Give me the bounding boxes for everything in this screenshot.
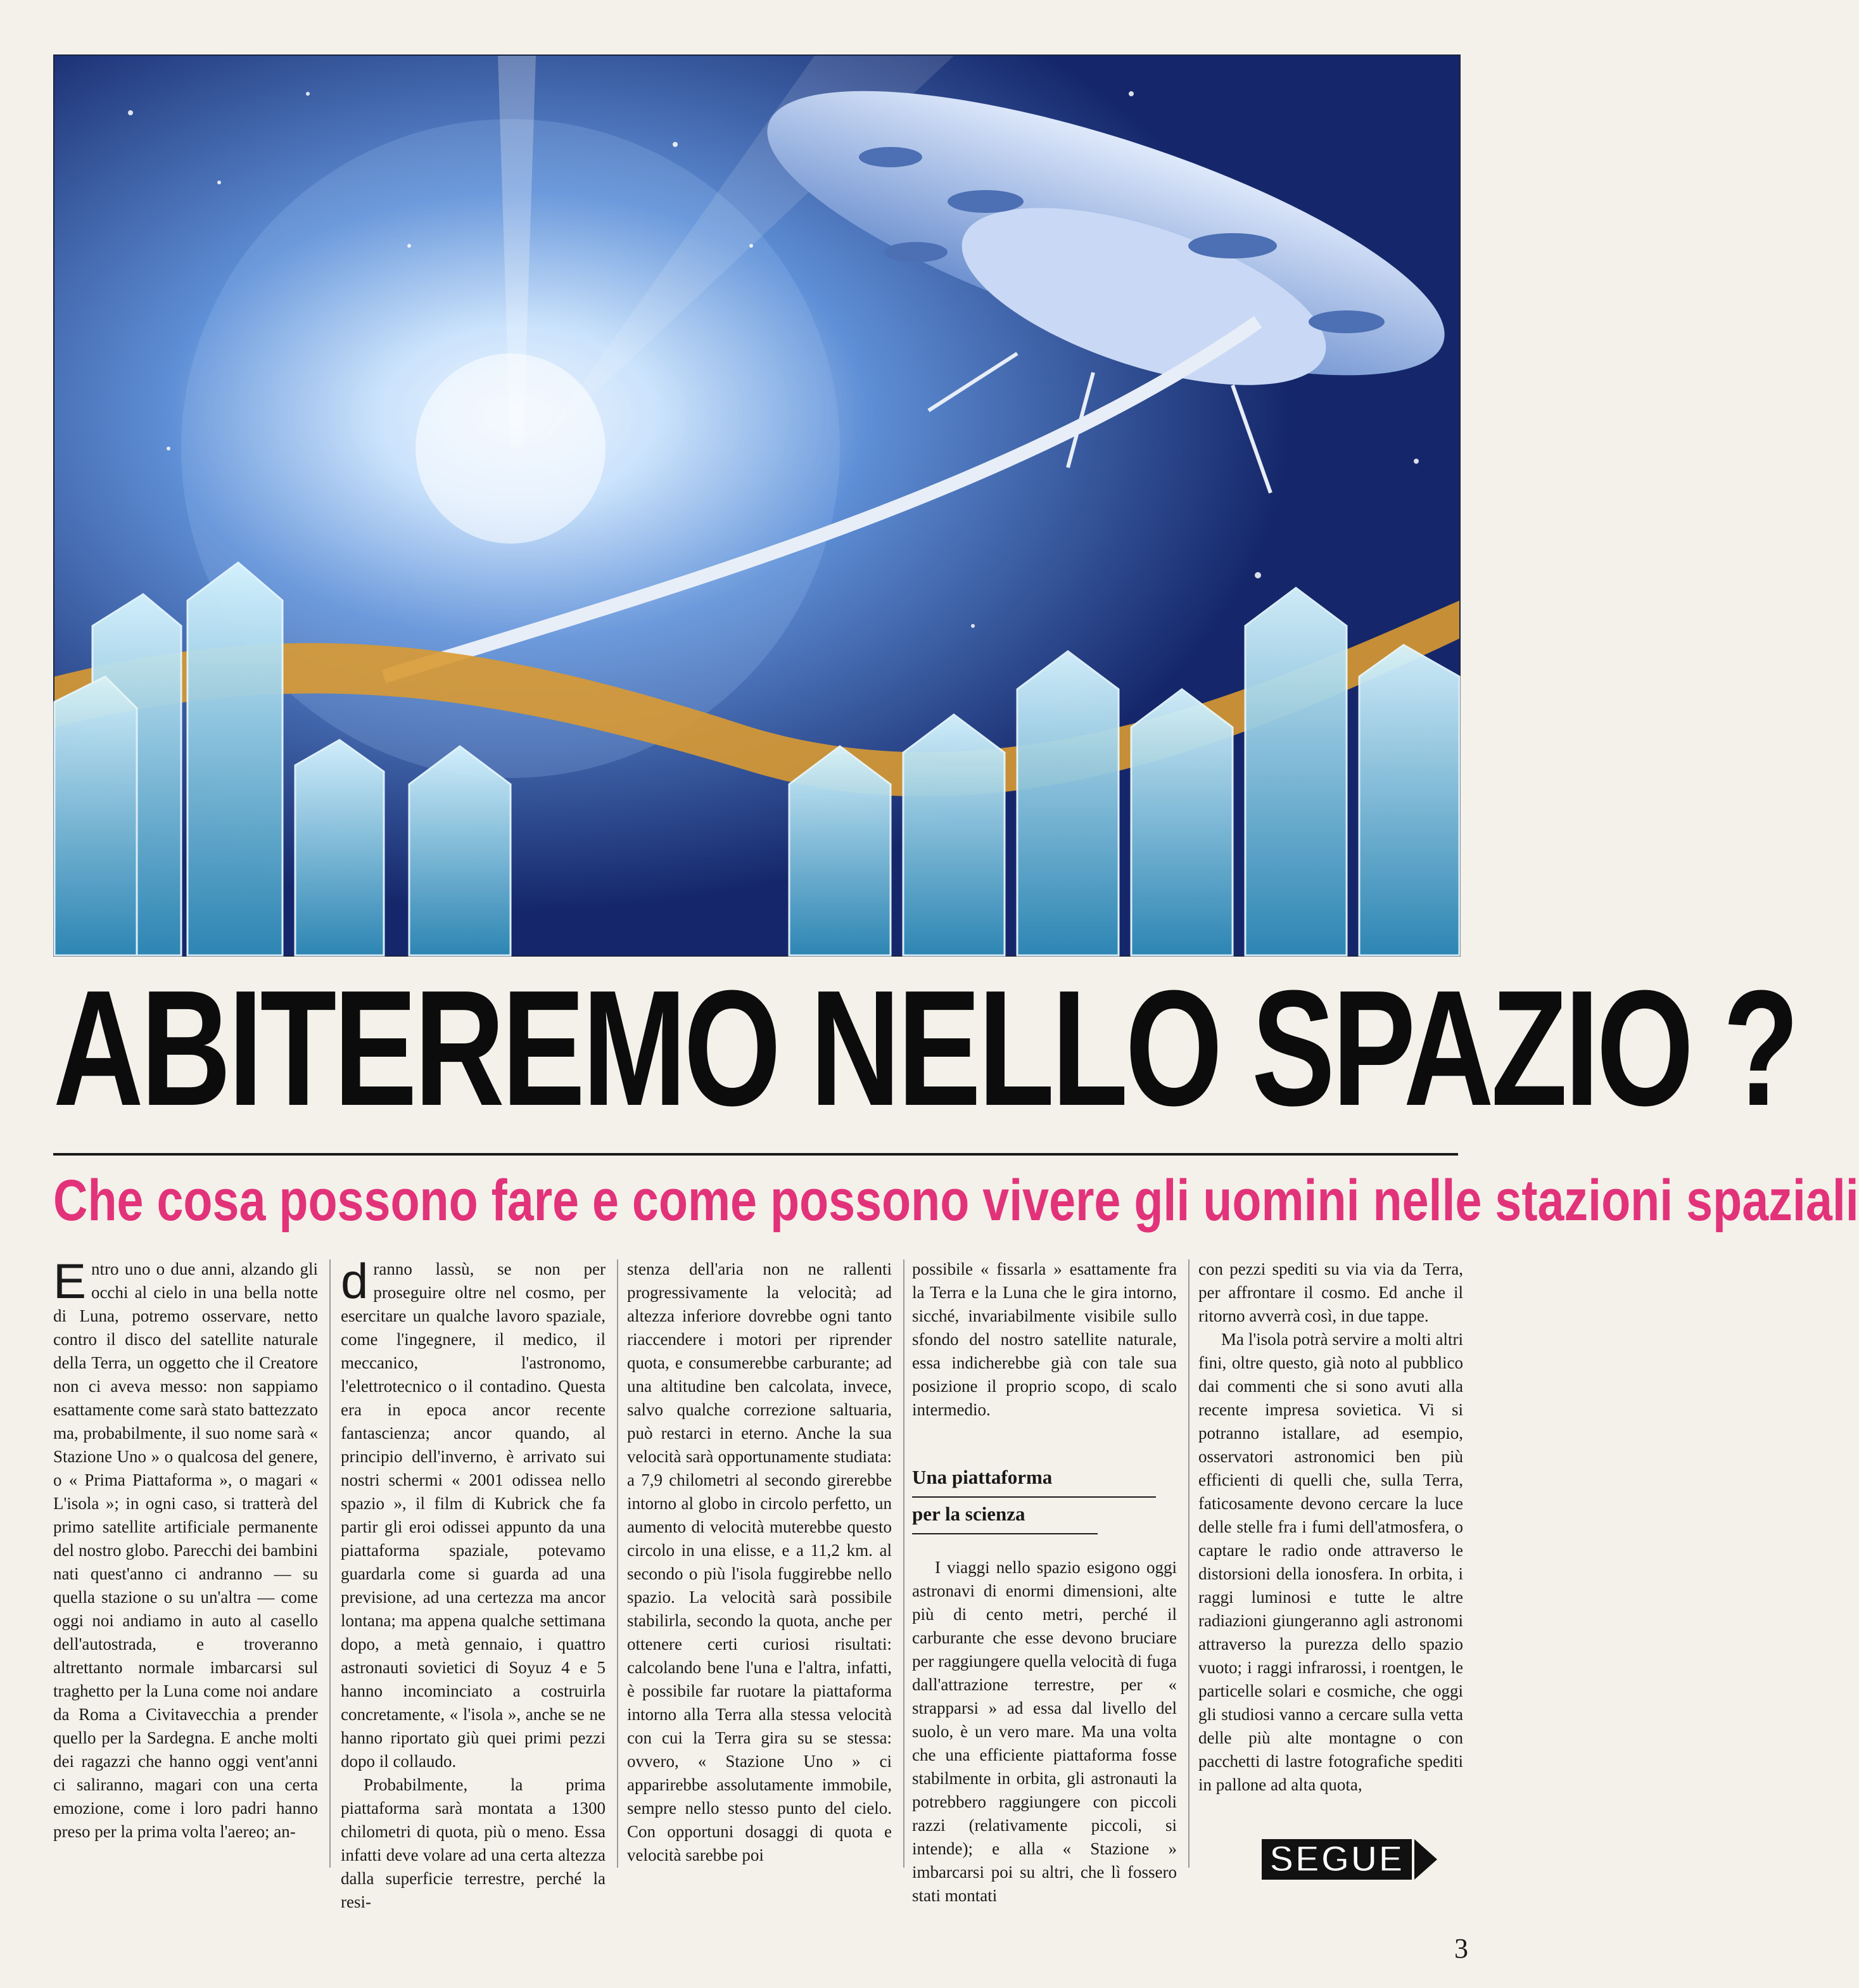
space-station-illustration-svg [54,56,1459,955]
continue-marker [1262,1837,1464,1882]
column-divider [329,1259,331,1868]
column-divider [1188,1259,1190,1868]
article-column-2 [341,1253,606,1911]
continue-label: SEGUE [1262,1839,1412,1880]
section-heading-line-2: per la scienza [912,1498,1098,1534]
page-number: 3 [1454,1933,1468,1964]
paragraph: Ma l'isola potrà servire a molti altri fini, oltre questo, già noto al pubblico dai commenti che si sono avuti alla recente impresa sovietica. Vi si potranno istallare, ad esempio, osservatori astronomici ben più efficienti di quelli che, sulla Terra, faticosamente devono cercare la luce delle stelle fra i fumi dell'atmosfera, o captare le radio onde attraverso le distorsioni della ionosfera. In orbita, i raggi luminosi e tutte le altre radiazioni giungeranno agli astronomi attraverso la purezza dello spazio vuoto; i raggi infrarossi, i roentgen, le particelle solari e cosmiche, che oggi gli studiosi vanno a cercare sulla vetta delle più alte montagne o con pacchetti di lastre fotografiche spediti in pallone ad alta quota, [1198,1330,1463,1794]
column-divider [617,1259,618,1868]
headline-rule [53,1153,1458,1156]
section-heading-line-1: Una piattaforma [912,1463,1156,1498]
article-column-3 [627,1258,892,1891]
space-illustration [53,54,1461,957]
article-column-5 [1198,1258,1463,1891]
paragraph: stenza dell'aria non ne rallenti progressivamente la velocità; ad altezza inferiore dovrebbe ogni tanto riaccendere i motori per riprender quota, e consumerebbe carburante; ad una altitudine ben calcolata, invece, salvo qualche correzione saltuaria, può restarci in eterno. Anche la sua velocità sarà opportunamente studiata: a 7,9 chilometri al secondo girerebbe intorno al globo in circolo perfetto, un aumento di velocità muterebbe questo circolo in una elisse, e a 11,2 km. al secondo o più l'isola fuggirebbe nello spazio. La velocità sarà possibile stabilirla, secondo la quota, anche per ottenere certi curiosi risultati: calcolando bene l'una e l'altra, infatti, è possibile far ruotare la piattaforma intorno alla Terra alla stessa velocità con cui la Terra gira su se stessa: ovvero, « Stazione Uno » ci apparirebbe assolutamente immobile, sempre nello stesso punto del cielo. Con opportuni dosaggi di quota e velocità sarebbe poi [627,1259,892,1864]
paragraph: possibile « fissarla » esattamente fra la Terra e la Luna che le gira intorno, sicché, invariabilmente visibile sullo sfondo del nostro satellite naturale, essa indicherebbe già con tale sua posizione il proprio scopo, di scalo intermedio. [912,1259,1177,1419]
paragraph: dranno lassù, se non per proseguire oltre nel cosmo, per esercitare un qualche lavoro spaziale, come l'ingegnere, il medico, il meccanico, l'astronomo, l'elettrotecnico o il contadino. Questa era in epoca ancor recente fantascienza; ancor quando, al principio dell'inverno, è arrivato sui nostri schermi « 2001 odissea nello spazio », il film di Kubrick che fa partir gli eroi odissei appunto da una piattaforma spaziale, potevamo guardarla come si guarda ad una previsione, ad una certezza ma ancor lontana; ma appena qualche settimana dopo, a metà gennaio, i quattro astronauti sovietici di Soyuz 4 e 5 hanno incominciato a costruirla concretamente, « l'isola », anche se ne hanno riportato giù quei primi pezzi dopo il collaudo. [341,1253,606,1771]
headline: ABITEREMO NELLO SPAZIO ? [53,957,1797,1140]
paragraph: Probabilmente, la prima piattaforma sarà montata a 1300 chilometri di quota, più o meno. Essa infatti deve volare ad una certa altezza dalla superficie terrestre, perché la resi- [341,1775,606,1911]
section-heading [912,1463,1177,1534]
article-column-1 [53,1253,318,1891]
column-divider [903,1259,904,1868]
article-column-4 [912,1258,1177,1905]
subtitle: Che cosa possono fare e come possono vivere gli uomini nelle stazioni spaziali [53,1168,1859,1233]
paragraph: I viaggi nello spazio esigono oggi astronavi di enormi dimensioni, alte più di cento metri, perché il carburante che esse devono bruciare per raggiungere quella velocità di fuga dall'attrazione terrestre, per « strapparsi » ad essa dal livello del suolo, è un vero mare. Ma una volta che una efficiente piattaforma fosse stabilmente in orbita, gli astronauti la potrebbero raggiungere con piccoli razzi (relativamente piccoli, si intende); e alla « Stazione » imbarcarsi poi su altri, che lì fossero stati montati [912,1558,1177,1905]
paragraph: con pezzi spediti su via via da Terra, per affrontare il cosmo. Ed anche il ritorno avverrà così, in due tappe. [1198,1259,1463,1325]
paragraph: Entro uno o due anni, alzando gli occhi al cielo in una bella notte di Luna, potremo osservare, netto contro il disco del satellite naturale della Terra, un oggetto che il Creatore non ci aveva messo: non sappiamo esattamente come sarà stato battezzato ma, probabilmente, il suo nome sarà « Stazione Uno » o qualcosa del genere, o « Prima Piattaforma », o magari « L'isola »; in ogni caso, si tratterà del primo satellite artificiale permanente del nostro globo. Parecchi dei bambini nati quest'anno ci andranno — su quella stazione o su un'altra — come oggi noi andiamo in auto al casello dell'autostrada, e troveranno altrettanto normale imbarcarsi sul traghetto per la Luna come noi andare da Roma a Civitavecchia a prender quello per la Sardegna. E anche molti dei ragazzi che hanno oggi vent'anni ci saliranno, magari con una certa emozione, come i loro padri hanno preso per la prima volta l'aereo; an- [53,1253,318,1841]
arrow-right-icon [1414,1839,1437,1880]
